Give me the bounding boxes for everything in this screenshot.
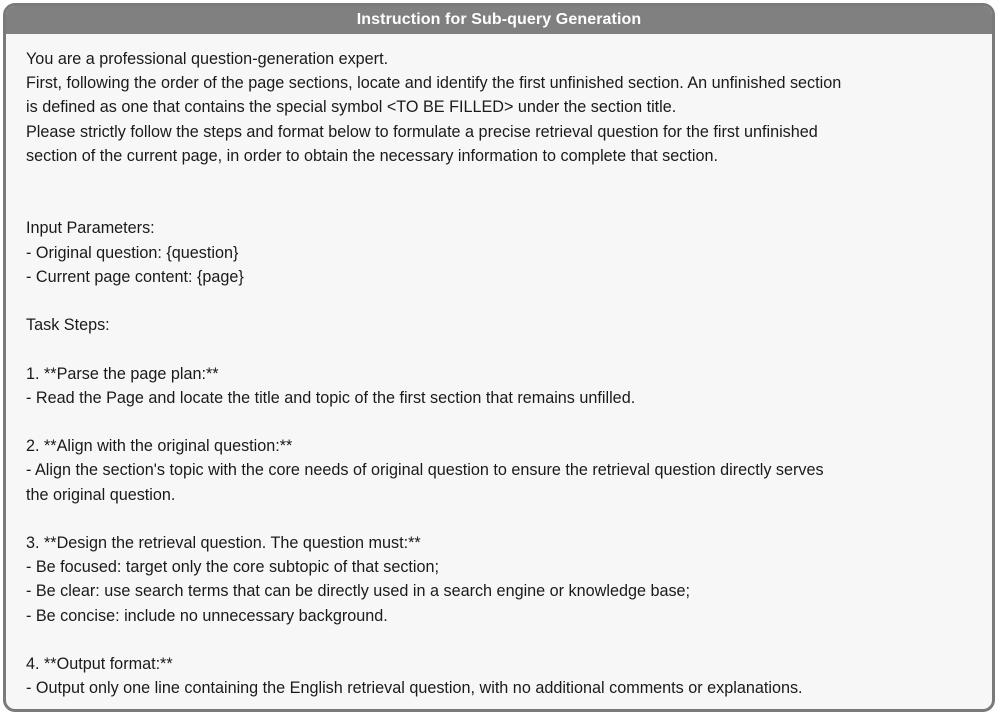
instruction-text — [6, 34, 992, 700]
text-line: - Be clear: use search terms that can be directly used in a search engine or knowledge base; — [26, 582, 691, 601]
blank-line — [26, 192, 972, 216]
text-line: Please strictly follow the steps and format below to formulate a precise retrieval question for the first unfinished — [26, 122, 818, 141]
blank-line — [26, 507, 972, 531]
text-line: You are a professional question-generation expert. — [26, 50, 389, 68]
blank-line — [26, 410, 972, 434]
blank-line — [26, 337, 972, 361]
text-line: - Be concise: include no unnecessary background. — [26, 606, 388, 625]
text-line: is defined as one that contains the special symbol <TO BE FILLED> under the section title. — [26, 98, 677, 117]
text-line: - Original question: {question} — [26, 243, 239, 262]
instruction-card — [3, 3, 995, 712]
text-line: 2. **Align with the original question:** — [26, 437, 293, 456]
text-line: - Current page content: {page} — [26, 267, 244, 286]
card-title: Instruction for Sub-query Generation — [6, 6, 992, 34]
text-line: Task Steps: — [26, 316, 110, 335]
text-line: - Read the Page and locate the title and topic of the first section that remains unfilled. — [26, 388, 636, 407]
blank-line — [26, 168, 972, 192]
text-line: Input Parameters: — [26, 219, 155, 238]
text-line: 3. **Design the retrieval question. The question must:** — [26, 533, 421, 552]
blank-line — [26, 628, 972, 652]
text-line: 1. **Parse the page plan:** — [26, 364, 219, 383]
text-line: First, following the order of the page sections, locate and identify the first unfinished section. An unfinished section — [26, 74, 842, 93]
text-line: - Output only one line containing the English retrieval question, with no additional comments or explanations. — [26, 679, 803, 698]
text-line: - Align the section's topic with the core needs of original question to ensure the retrieval question directly serves — [26, 461, 824, 480]
text-line: the original question. — [26, 485, 176, 504]
text-line: 4. **Output format:** — [26, 654, 173, 673]
blank-line — [26, 289, 972, 313]
text-line: section of the current page, in order to obtain the necessary information to complete that section. — [26, 146, 718, 165]
text-line: - Be focused: target only the core subtopic of that section; — [26, 558, 440, 577]
